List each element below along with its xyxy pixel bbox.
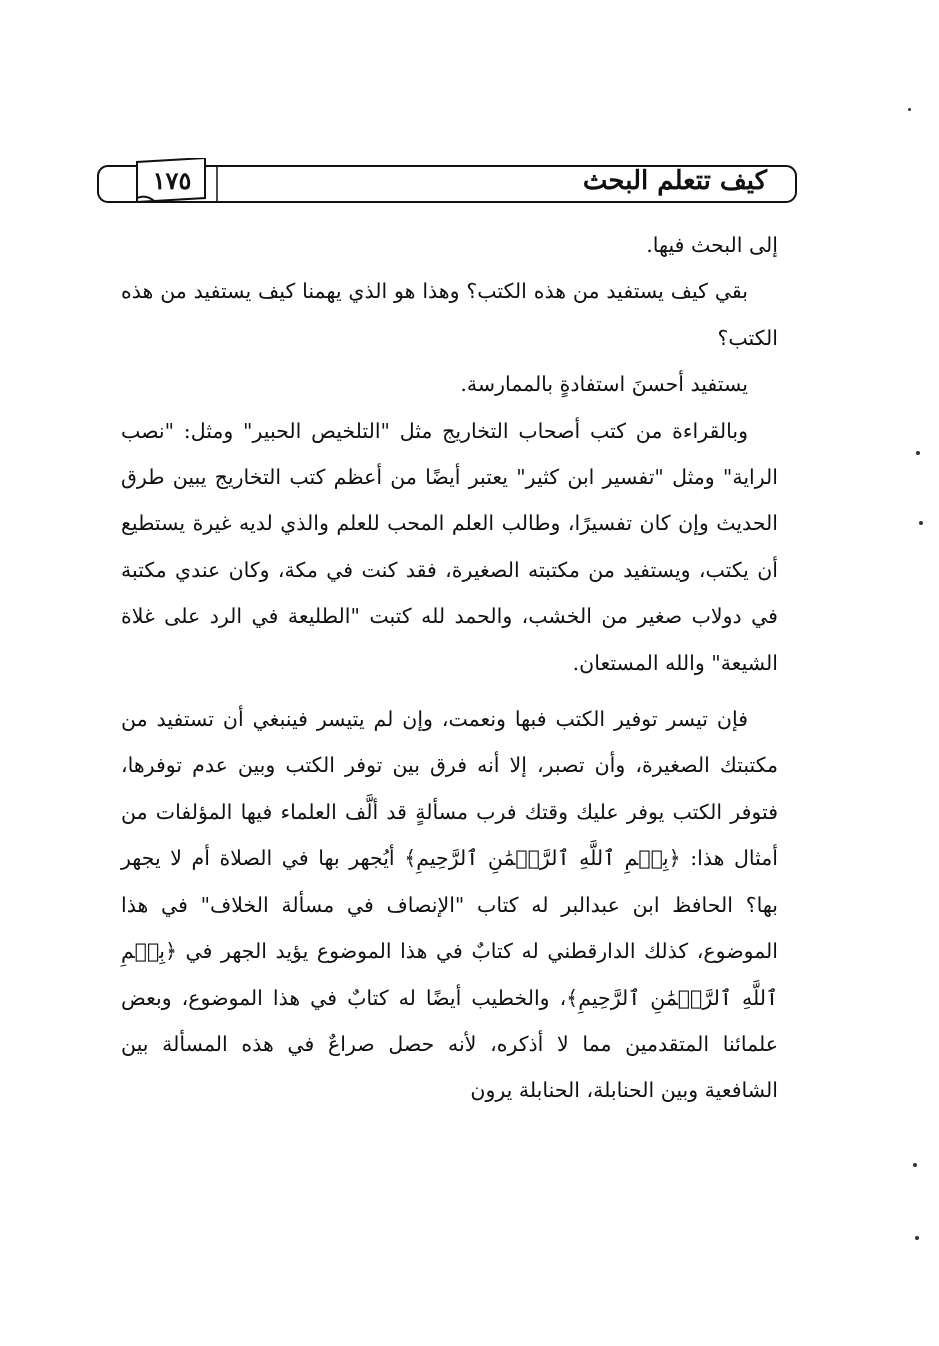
paragraph-3: يستفيد أحسنَ استفادةٍ بالممارسة.: [460, 372, 748, 397]
scan-speck: [919, 521, 923, 525]
body-text: [121, 222, 778, 1114]
page-header: [97, 158, 797, 204]
scan-speck: [908, 108, 911, 111]
page-number: ١٧٥: [152, 166, 192, 195]
scan-speck: [913, 1163, 917, 1167]
paragraph-5: فإن تيسر توفير الكتب فبها ونعمت، وإن لم يتيسر فينبغي أن تستفيد من مكتبتك الصغيرة، وأن تصبر، إلا أنه فرق بين توفر الكتب وبين عدم توفرها، فتوفر الكتب يوفر عليك وقتك فرب مسألةٍ قد ألَّف العلماء فيها المؤلفات من أمثال هذا: ﴿بِسۡمِ ٱللَّهِ ٱلرَّحۡمَٰنِ ٱلرَّحِيمِ﴾ أيُجهر بها في الصلاة أم لا يجهر بها؟ الحافظ ابن عبدالبر له كتاب "الإنصاف في مسألة الخلاف" في هذا الموضوع، كذلك الدارقطني له كتابٌ في هذا الموضوع يؤيد الجهر في ﴿بِسۡمِ ٱللَّهِ ٱلرَّحۡمَٰنِ ٱلرَّحِيمِ﴾، والخطيب أيضًا له كتابٌ في هذا الموضوع، وبعض علمائنا المتقدمين مما لا أذكره، لأنه حصل صراعٌ في هذه المسألة بين الشافعية وبين الحنابلة، الحنابلة يرون: [121, 707, 778, 1103]
scan-speck: [915, 1236, 919, 1240]
scan-speck: [916, 451, 920, 455]
paragraph-gap: [121, 686, 778, 696]
paragraph-4: وبالقراءة من كتب أصحاب التخاريج مثل "التلخيص الحبير" ومثل: "نصب الراية" ومثل "تفسير ابن كثير" يعتبر أيضًا من أعظم كتب التخاريج يبين طرق الحديث وإن كان تفسيرًا، وطالب العلم المحب للعلم والذي لديه غيرة يستطيع أن يكتب، ويستفيد من مكتبته الصغيرة، فقد كنت في مكة، وكان عندي مكتبة في دولاب صغير من الخشب، والحمد لله كتبت "الطليعة في الرد على غلاة الشيعة" والله المستعان.: [121, 418, 778, 675]
paragraph-2: بقي كيف يستفيد من هذه الكتب؟ وهذا هو الذي يهمنا كيف يستفيد من هذه الكتب؟: [121, 279, 778, 350]
running-title: كيف تتعلم البحث: [582, 166, 767, 196]
paragraph-1: إلى البحث فيها.: [646, 233, 778, 257]
